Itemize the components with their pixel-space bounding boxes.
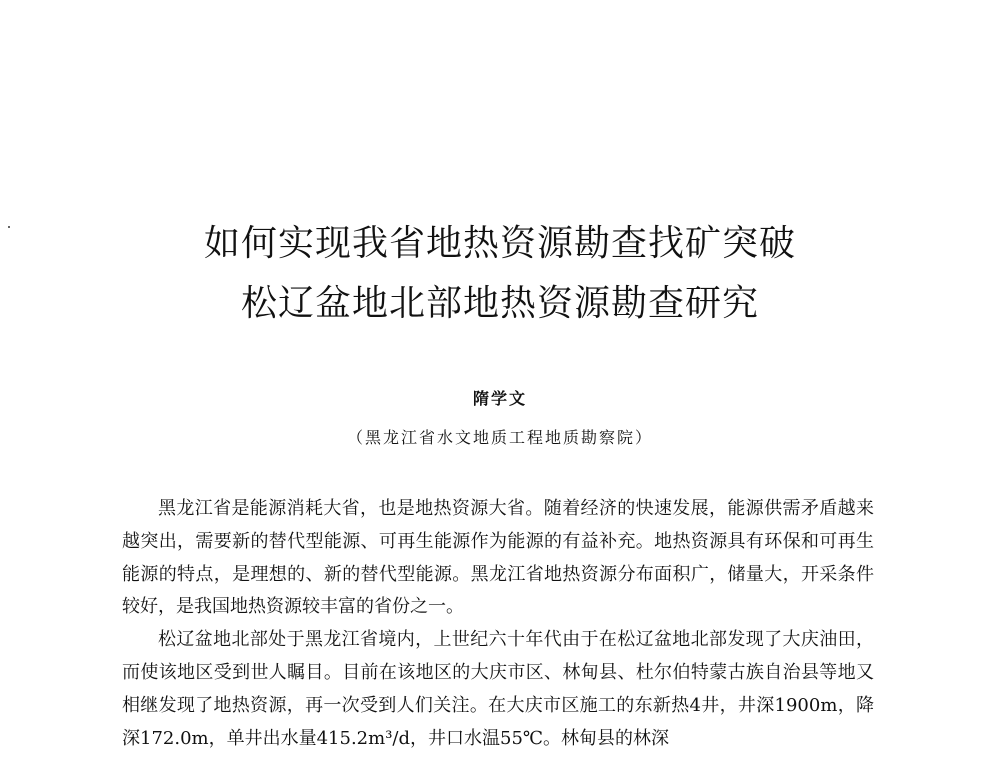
body-text (122, 493, 874, 755)
title-block (0, 220, 1000, 340)
author-name: 隋学文 (472, 389, 527, 408)
title-line-2: 松辽盆地北部地热资源勘查研究 (240, 283, 759, 324)
paragraph-2: 松辽盆地北部处于黑龙江省境内，上世纪六十年代由于在松辽盆地北部发现了大庆油田，而使该地区受到世人瞩目。目前在该地区的大庆市区、林甸县、杜尔伯特蒙古族自治县等地又相继发现了地热资源，再一次受到人们关注。在大庆市区施工的东新热4井，井深1900m，降深172.0m，单井出水量415.2m³/d，井口水温55℃。林甸县的林深 (122, 629, 874, 749)
title-line-1: 如何实现我省地热资源勘查找矿突破 (203, 223, 796, 264)
author-affiliation: （黑龙江省水文地质工程地质勘察院） (346, 428, 653, 447)
paragraph-1: 黑龙江省是能源消耗大省，也是地热资源大省。随着经济的快速发展，能源供需矛盾越来越突出，需要新的替代型能源、可再生能源作为能源的有益补充。地热资源具有环保和可再生能源的特点，是理想的、新的替代型能源。黑龙江省地热资源分布面积广，储量大，开采条件较好，是我国地热资源较丰富的省份之一。 (122, 498, 874, 618)
